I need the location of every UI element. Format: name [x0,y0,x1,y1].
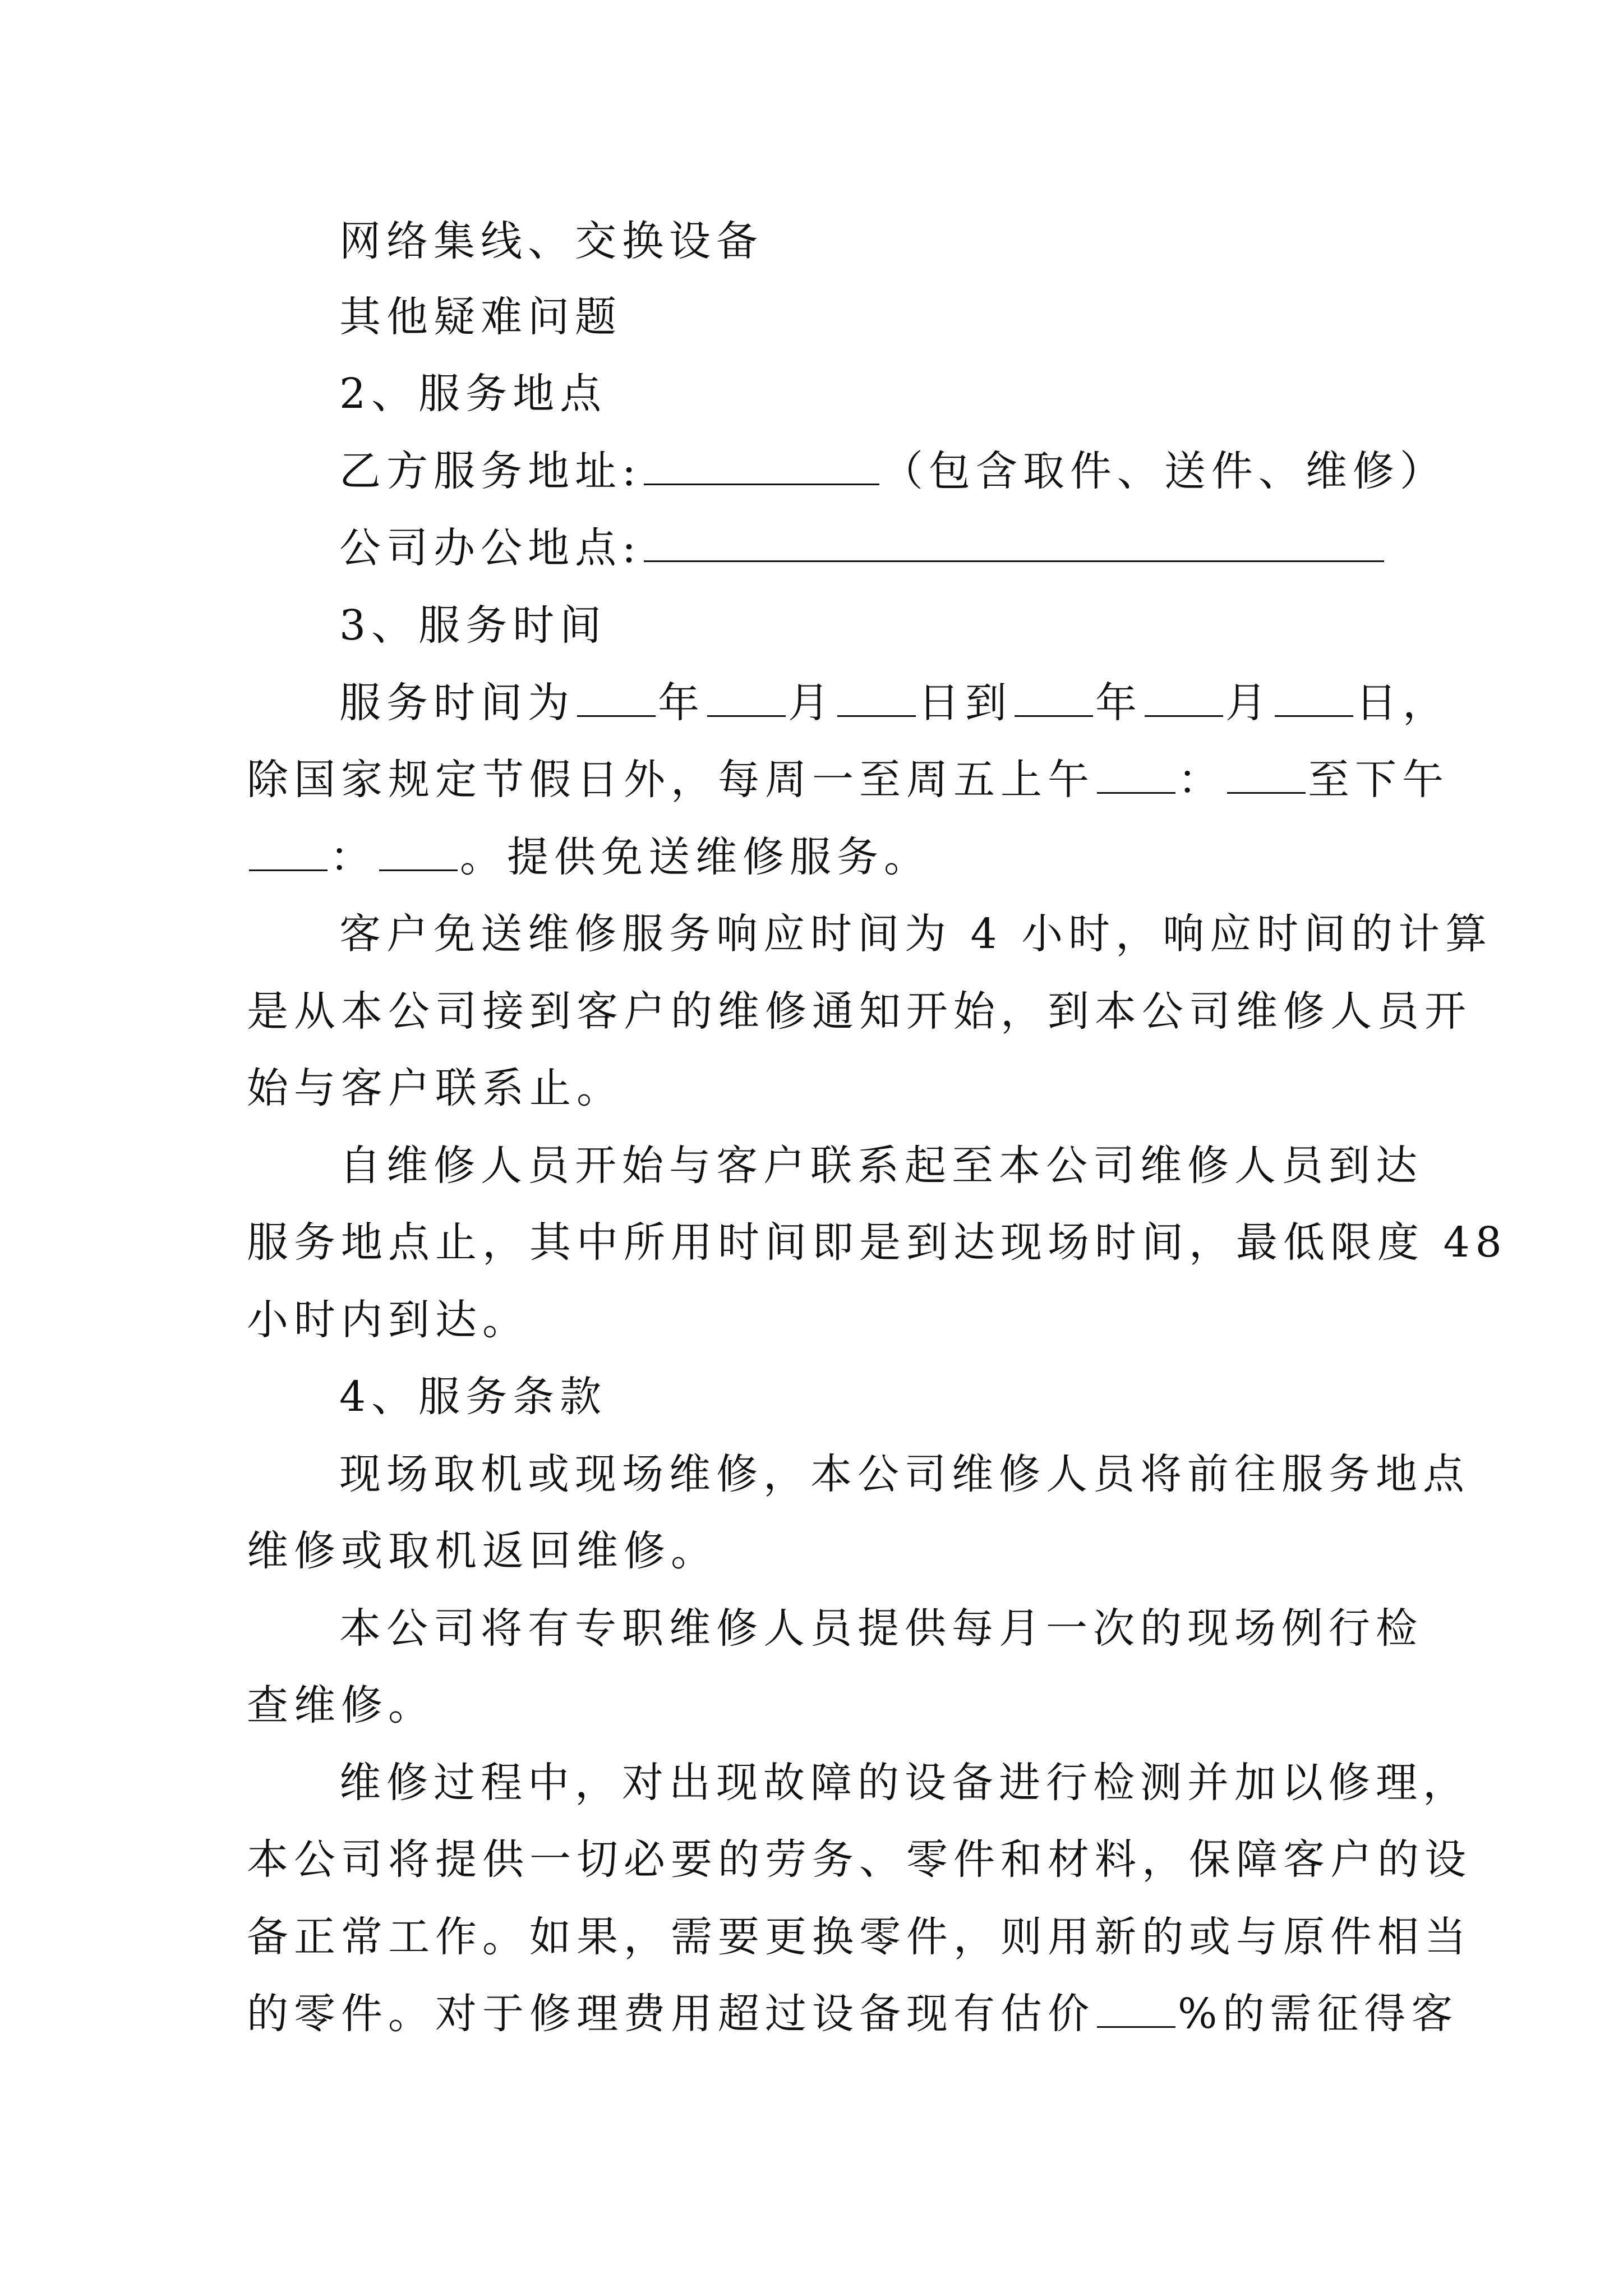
paragraph-text: 始与客户联系止。 [247,1064,624,1112]
label-service-address: 乙方服务地址: [339,447,642,495]
blank-service-address [644,450,879,485]
blank-percentage [1097,1993,1175,2028]
paragraph-text: 自维修人员开始与客户联系起至本公司维修人员到达 [339,1142,1423,1190]
text-month: 月 [1225,679,1272,727]
heading-service-time: 3、服务时间 [339,601,607,650]
text-year: 年 [1095,679,1142,727]
text-month: 月 [788,679,835,727]
paragraph-line [247,1292,529,1348]
blank-start-month [707,682,786,717]
section-heading [339,366,607,422]
paragraph-text: 是从本公司接到客户的维修通知开始，到本公司维修人员开 [247,987,1472,1036]
blank-morning-minute [1227,758,1306,794]
heading-service-terms: 4、服务条款 [339,1373,607,1421]
paragraph-line [339,1755,1470,1811]
blank-afternoon-minute [379,836,458,871]
text-line [339,213,763,269]
text-line [339,520,1386,576]
label-office-address: 公司办公地点: [339,524,642,572]
paragraph-line [247,1060,624,1116]
paragraph-line [247,983,1472,1039]
text-address-note: （包含取件、送件、维修） [881,447,1447,495]
text-to-afternoon: 至下午 [1308,756,1449,804]
text-free-repair-service: 。提供免送维修服务。 [460,833,931,881]
paragraph-line [247,1832,1472,1888]
paragraph-text: 小时内到达。 [247,1296,529,1344]
text-line [339,289,622,345]
paragraph-text: 服务地点止，其中所用时间即是到达现场时间，最低限度 48 [247,1218,1507,1267]
paragraph-line [247,1214,1507,1271]
heading-service-location: 2、服务地点 [339,370,607,418]
paragraph-text: 的零件。对于修理费用超过设备现有估价 [247,1990,1095,2038]
section-heading [339,597,607,654]
blank-office-address [644,527,1384,562]
text-service-time-is: 服务时间为 [339,679,575,727]
text-colon: ： [1178,756,1225,804]
blank-afternoon-hour [249,836,328,871]
blank-end-day [1275,682,1353,717]
text-day-end: 日， [1355,679,1450,727]
text-network-equipment: 网络集线、交换设备 [339,217,763,265]
paragraph-text: 现场取机或现场维修，本公司维修人员将前往服务地点 [339,1450,1470,1498]
blank-end-year [1015,682,1093,717]
paragraph-text: 备正常工作。如果，需要更换零件，则用新的或与原件相当 [247,1913,1472,1961]
paragraph-text: %的需征得客 [1178,1990,1459,2038]
blank-start-day [837,682,916,717]
paragraph-line [247,1986,1458,2042]
text-weekday-morning: 除国家规定节假日外，每周一至周五上午 [247,756,1095,804]
paragraph-text: 客户免送维修服务响应时间为 4 小时，响应时间的计算 [339,910,1493,958]
blank-end-month [1145,682,1223,717]
text-line [247,829,931,885]
paragraph-line [339,906,1492,962]
section-heading [339,1369,607,1425]
paragraph-line [339,1600,1423,1657]
paragraph-line [247,1909,1472,1965]
text-line [339,443,1447,499]
paragraph-text: 查维修。 [247,1681,435,1729]
text-line [247,752,1449,808]
paragraph-line [339,1138,1423,1194]
paragraph-line [247,1677,435,1733]
paragraph-line [247,1523,718,1579]
paragraph-text: 本公司将有专职维修人员提供每月一次的现场例行检 [339,1604,1423,1653]
text-day-to: 日到 [918,679,1012,727]
text-year: 年 [658,679,705,727]
paragraph-text: 维修或取机返回维修。 [247,1527,718,1575]
text-line [339,675,1450,731]
blank-start-year [577,682,656,717]
paragraph-line [339,1446,1470,1502]
paragraph-text: 本公司将提供一切必要的劳务、零件和材料，保障客户的设 [247,1835,1472,1884]
blank-morning-hour [1097,758,1175,794]
paragraph-text: 维修过程中，对出现故障的设备进行检测并加以修理， [339,1759,1470,1807]
text-other-issues: 其他疑难问题 [339,293,622,341]
text-colon: ： [330,833,377,881]
